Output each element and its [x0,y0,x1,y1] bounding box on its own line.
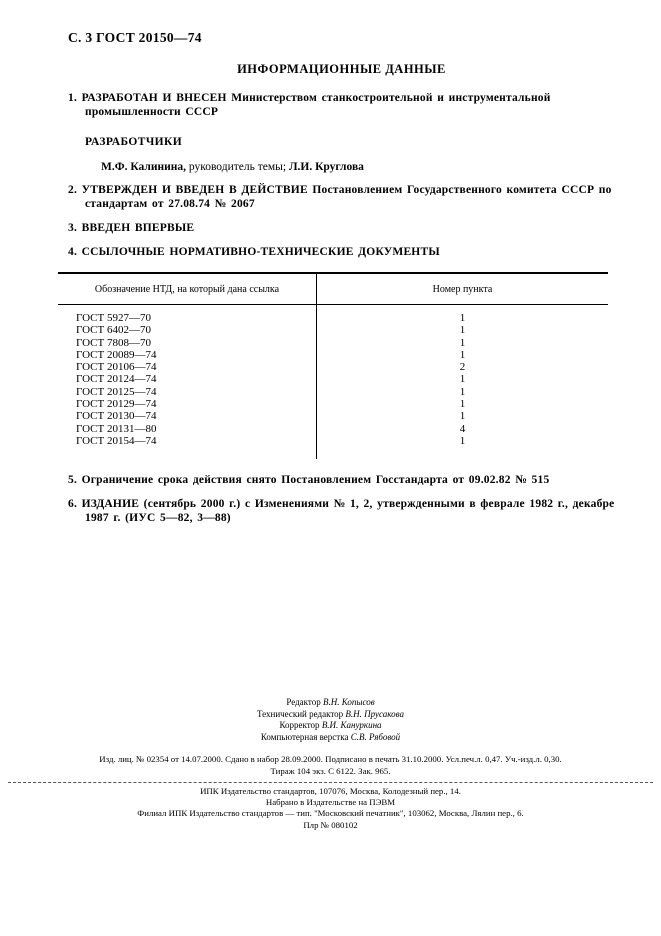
ntd-cell: ГОСТ 20154—74 [58,435,317,459]
punkt-cell: 1 [459,410,466,423]
divider-rule [8,782,653,783]
address-line-3: Филиал ИПК Издательство стандартов — тип. "Московский печатник", 103062, Москва, Лялин пер., 6. [137,808,524,819]
credit-label: Компьютерная верстка [260,731,351,742]
punkt-cell: 2 [459,361,466,374]
ntd-cell: ГОСТ 20124—74 [58,373,317,385]
ntd-cell: ГОСТ 20125—74 [58,386,317,398]
section-4: 4. ССЫЛОЧНЫЕ НОРМАТИВНО-ТЕХНИЧЕСКИЕ ДОКУМЕНТЫ [68,246,440,258]
punkt-cell: 1 [459,336,466,349]
credit-label: Корректор [279,720,322,730]
punkt-cell: 1 [459,324,466,337]
colophon [0,697,661,831]
section-1: 1. РАЗРАБОТАН И ВНЕСЕН Министерством станкостроительной и инструментальной промышленности СССР [68,92,551,118]
table-row [58,305,608,325]
address-line-1: ИПК Издательство стандартов, 107076, Москва, Колодезный пер., 14. [200,786,461,796]
section-6: 6. ИЗДАНИЕ (сентябрь 2000 г.) с Изменениями № 1, 2, утвержденными в феврале 1982 г., декабре 1987 г. (ИУС 5—82, 3—88) [68,498,615,525]
document-title: ИНФОРМАЦИОННЫЕ ДАННЫЕ [237,62,446,76]
table-header-ntd: Обозначение НТД, на который дана ссылка [58,273,317,305]
table-header-punkt: Номер пункта [317,273,609,305]
ntd-cell: ГОСТ 20130—74 [58,410,317,422]
table-row [58,361,608,373]
credit-name: В.Н. Копысов [323,697,375,707]
ntd-cell: ГОСТ 6402—70 [58,324,317,336]
table-row [58,324,608,336]
credit-label: Редактор [286,697,323,707]
credit-name: В.И. Кануркина [321,720,382,730]
table-row [58,398,608,410]
developer-1-name: М.Ф. Калинина, [101,161,186,173]
ntd-cell: ГОСТ 7808—70 [58,337,317,349]
ntd-cell: ГОСТ 20131—80 [58,423,317,435]
table-row [58,349,608,361]
punkt-cell: 1 [459,398,466,411]
punkt-cell: 4 [459,422,466,435]
credit-label: Технический редактор [256,708,346,719]
section-5: 5. Ограничение срока действия снято Постановлением Госстандарта от 09.02.82 № 515 [68,474,550,487]
developer-1-role: руководитель темы; [185,161,289,173]
ntd-cell: ГОСТ 5927—70 [58,305,317,325]
imprint-line-2: Тираж 104 экз. С 6122. Зак. 965. [270,766,391,776]
credit-technical-editor [0,709,661,721]
ntd-cell: ГОСТ 20129—74 [58,398,317,410]
table-row [58,373,608,385]
developer-2-name: Л.И. Круглова [288,161,364,173]
developers-line [101,161,615,173]
table-row [58,410,608,422]
ntd-cell: ГОСТ 20089—74 [58,349,317,361]
table-header-row [58,273,608,305]
table-row [58,337,608,349]
credit-name: В.Н. Прусакова [345,708,405,719]
credit-name: С.В. Рябовой [350,731,401,742]
page-header-label: С. 3 ГОСТ 20150—74 [68,30,202,45]
ntd-cell: ГОСТ 20106—74 [58,361,317,373]
section-2: 2. УТВЕРЖДЕН И ВВЕДЕН В ДЕЙСТВИЕ Постановлением Государственного комитета СССР по стандартам от 27.08.74 № 2067 [68,184,612,210]
punkt-cell: 1 [459,385,466,398]
table-head [58,273,608,305]
address-line-4: Плр № 080102 [303,819,358,830]
punkt-cell: 1 [459,348,466,361]
table-body [58,305,608,460]
section-3: 3. ВВЕДЕН ВПЕРВЫЕ [68,222,195,234]
imprint-line-1: Изд. лиц. № 02354 от 14.07.2000. Сдано в набор 28.09.2000. Подписано в печать 31.10.2000. Усл.печ.л. 0,47. Уч.-изд.л. 0,30. [99,754,562,764]
credit-layout [0,732,661,744]
punkt-cell: 1 [459,434,466,447]
reference-documents-table [58,272,608,459]
address-line-2: Набрано в Издательстве на ПЭВМ [265,797,396,808]
publisher-address-block [0,786,661,831]
table-row [58,435,608,459]
credits-block [0,697,661,743]
imprint-block [0,753,661,777]
table-row [58,386,608,398]
punkt-cell: 1 [459,373,466,386]
table-row [58,423,608,435]
punkt-cell: 1 [459,312,466,324]
credit-corrector [0,720,661,732]
developers-heading: РАЗРАБОТЧИКИ [85,136,183,148]
credit-editor [0,697,661,709]
